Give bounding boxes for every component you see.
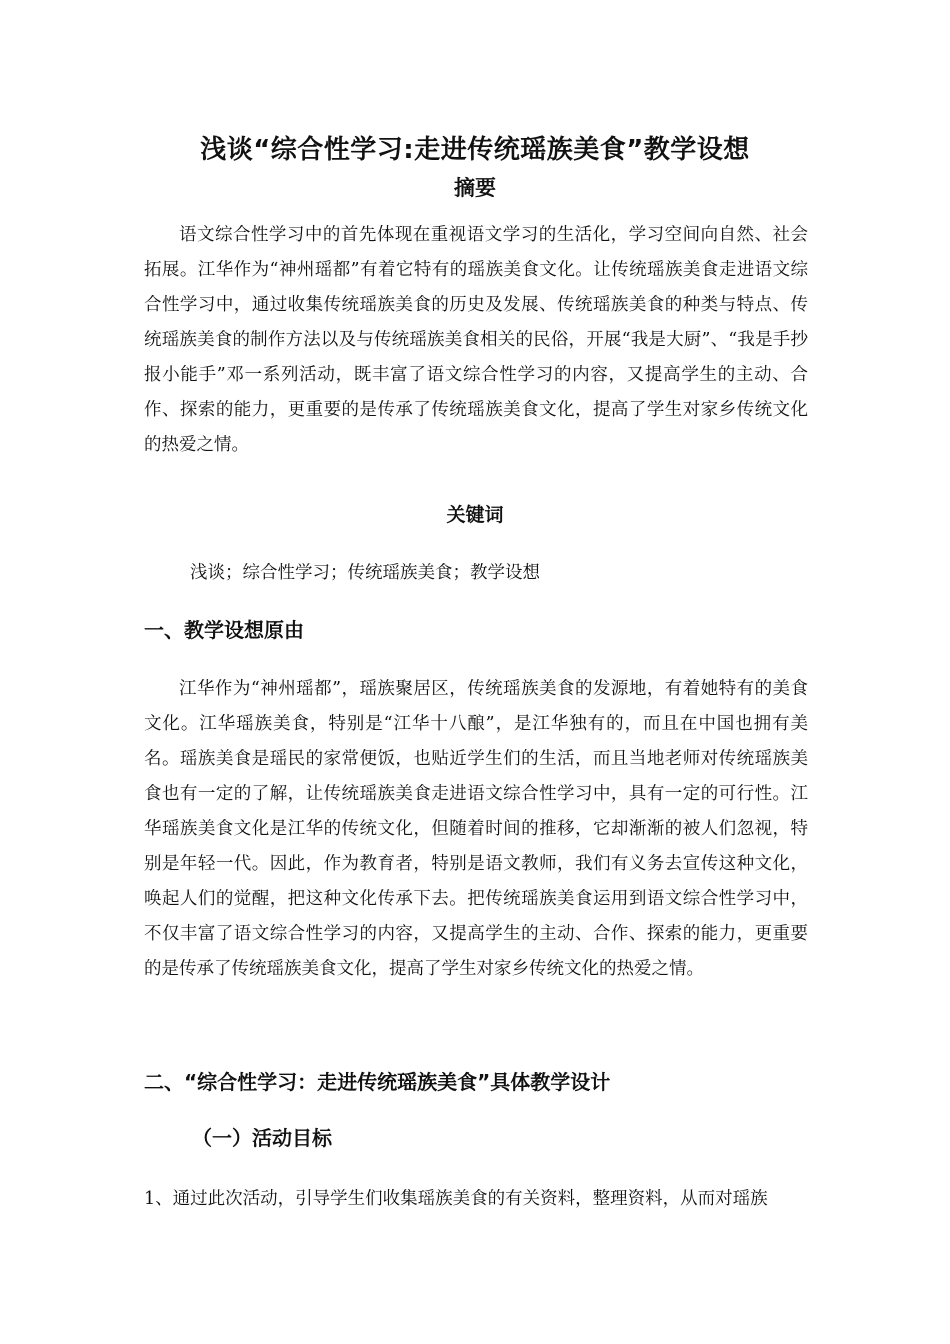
section-heading-design: 二、“综合性学习：走进传统瑶族美食”具体教学设计 (144, 1070, 611, 1094)
keywords-list: 浅谈；综合性学习；传统瑶族美食；教学设想 (190, 563, 540, 583)
goal-item-1: 1、通过此次活动，引导学生们收集瑶族美食的有关资料，整理资料，从而对瑶族 (144, 1189, 768, 1209)
keywords-heading: 关键词 (446, 504, 504, 526)
document-title: 浅谈“综合性学习:走进传统瑶族美食”教学设想 (200, 135, 750, 165)
abstract-paragraph: 语文综合性学习中的首先体现在重视语文学习的生活化，学习空间向自然、社会拓展。江华作为“神州瑶都”有着它特有的瑶族美食文化。让传统瑶族美食走进语文综合性学习中，通过收集传统瑶族美食的历史及发展、传统瑶族美食的种类与特点、传统瑶族美食的制作方法以及与传统瑶族美食相关的民俗，开展“我是大厨”、“我是手抄报小能手”邓一系列活动，既丰富了语文综合性学习的内容，又提高学生的主动、合作、探索的能力，更重要的是传承了传统瑶族美食文化，提高了学生对家乡传统文化的热爱之情。 (144, 225, 808, 455)
abstract-heading: 摘要 (454, 176, 496, 200)
subsection-heading-goals: （一）活动目标 (192, 1126, 332, 1150)
section-paragraph-reasons: 江华作为“神州瑶都”，瑶族聚居区，传统瑶族美食的发源地，有着她特有的美食文化。江华瑶族美食，特别是“江华十八酿”，是江华独有的，而且在中国也拥有美名。瑶族美食是瑶民的家常便饭，也贴近学生们的生活，而且当地老师对传统瑶族美食也有一定的了解，让传统瑶族美食走进语文综合性学习中，具有一定的可行性。江华瑶族美食文化是江华的传统文化，但随着时间的推移，它却渐渐的被人们忽视，特别是年轻一代。因此，作为教育者，特别是语文教师，我们有义务去宣传这种文化，唤起人们的觉醒，把这种文化传承下去。把传统瑶族美食运用到语文综合性学习中，不仅丰富了语文综合性学习的内容，又提高学生的主动、合作、探索的能力，更重要的是传承了传统瑶族美食文化，提高了学生对家乡传统文化的热爱之情。 (144, 679, 808, 979)
section-heading-reasons: 一、教学设想原由 (144, 618, 304, 642)
